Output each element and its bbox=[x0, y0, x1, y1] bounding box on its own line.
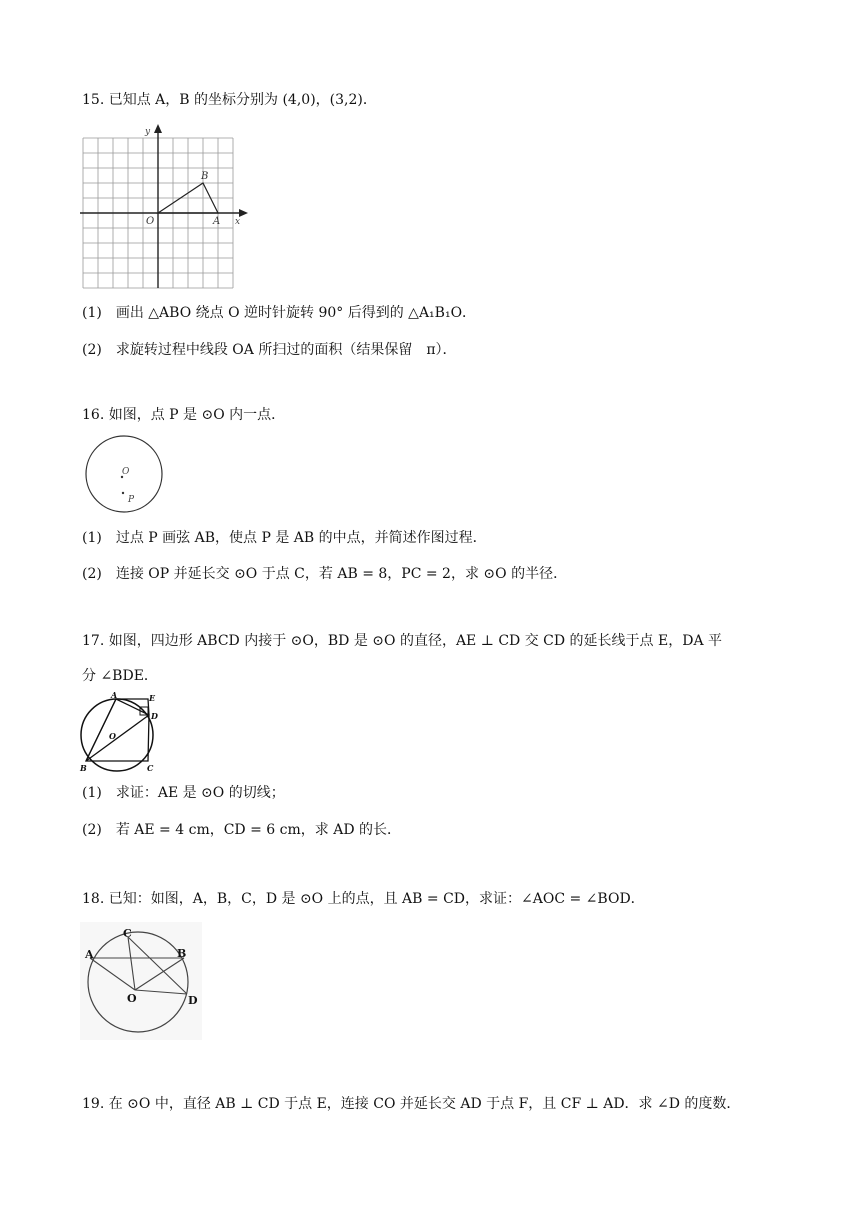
point-e-label: E bbox=[149, 693, 156, 703]
point-b-label: B bbox=[201, 171, 209, 182]
q17-circle-figure bbox=[78, 692, 164, 778]
y-axis-label: y bbox=[145, 127, 151, 137]
q17-part2: (2) 若 AE = 4 cm，CD = 6 cm，求 AD 的长． bbox=[82, 822, 401, 838]
point-a-label: A bbox=[213, 216, 221, 227]
q17-part1: (1) 求证：AE 是 ⊙O 的切线； bbox=[82, 785, 285, 801]
point-b-label: B bbox=[80, 763, 87, 773]
q16-stem: 16. 如图，点 P 是 ⊙O 内一点． bbox=[82, 407, 286, 423]
point-a-label: A bbox=[111, 692, 118, 700]
point-o-label: O bbox=[146, 216, 155, 227]
q15-stem: 15. 已知点 A，B 的坐标分别为 (4,0)，(3,2)． bbox=[82, 92, 377, 108]
q19-stem: 19. 在 ⊙O 中，直径 AB ⊥ CD 于点 E，连接 CO 并延长交 AD 于点 F，且 CF ⊥ AD．求 ∠D 的度数． bbox=[82, 1096, 741, 1112]
point-p-label: P bbox=[128, 495, 135, 505]
q16-part1: (1) 过点 P 画弦 AB，使点 P 是 AB 的中点，并简述作图过程． bbox=[82, 530, 487, 546]
q16-circle-figure bbox=[82, 434, 166, 522]
point-c-label: C bbox=[123, 927, 132, 940]
q18-circle-figure bbox=[80, 922, 202, 1044]
q15-part1: (1) 画出 △ABO 绕点 O 逆时针旋转 90° 后得到的 △A₁B₁O． bbox=[82, 305, 477, 321]
q17-stem-line1: 17. 如图，四边形 ABCD 内接于 ⊙O，BD 是 ⊙O 的直径，AE ⊥ CD 交 CD 的延长线于点 E，DA 平 bbox=[82, 633, 723, 649]
point-d-label: D bbox=[188, 994, 198, 1007]
q18-stem: 18. 已知：如图，A，B，C，D 是 ⊙O 上的点，且 AB = CD，求证：∠AOC = ∠BOD． bbox=[82, 891, 645, 907]
center-o-label: O bbox=[127, 992, 137, 1005]
point-a-label: A bbox=[85, 948, 94, 961]
point-c-label: C bbox=[147, 763, 154, 773]
q15-grid-figure bbox=[80, 124, 255, 296]
center-o-label: O bbox=[122, 467, 130, 477]
q16-part2: (2) 连接 OP 并延长交 ⊙O 于点 C，若 AB = 8，PC = 2，求 ⊙O 的半径． bbox=[82, 566, 568, 582]
q17-stem-line2: 分 ∠BDE． bbox=[82, 668, 158, 684]
q15-part2: (2) 求旋转过程中线段 OA 所扫过的面积（结果保留 π）． bbox=[82, 342, 457, 358]
point-b-label: B bbox=[177, 947, 187, 960]
center-o-label: O bbox=[109, 731, 116, 741]
x-axis-label: x bbox=[235, 217, 241, 227]
point-d-label: D bbox=[151, 711, 158, 721]
